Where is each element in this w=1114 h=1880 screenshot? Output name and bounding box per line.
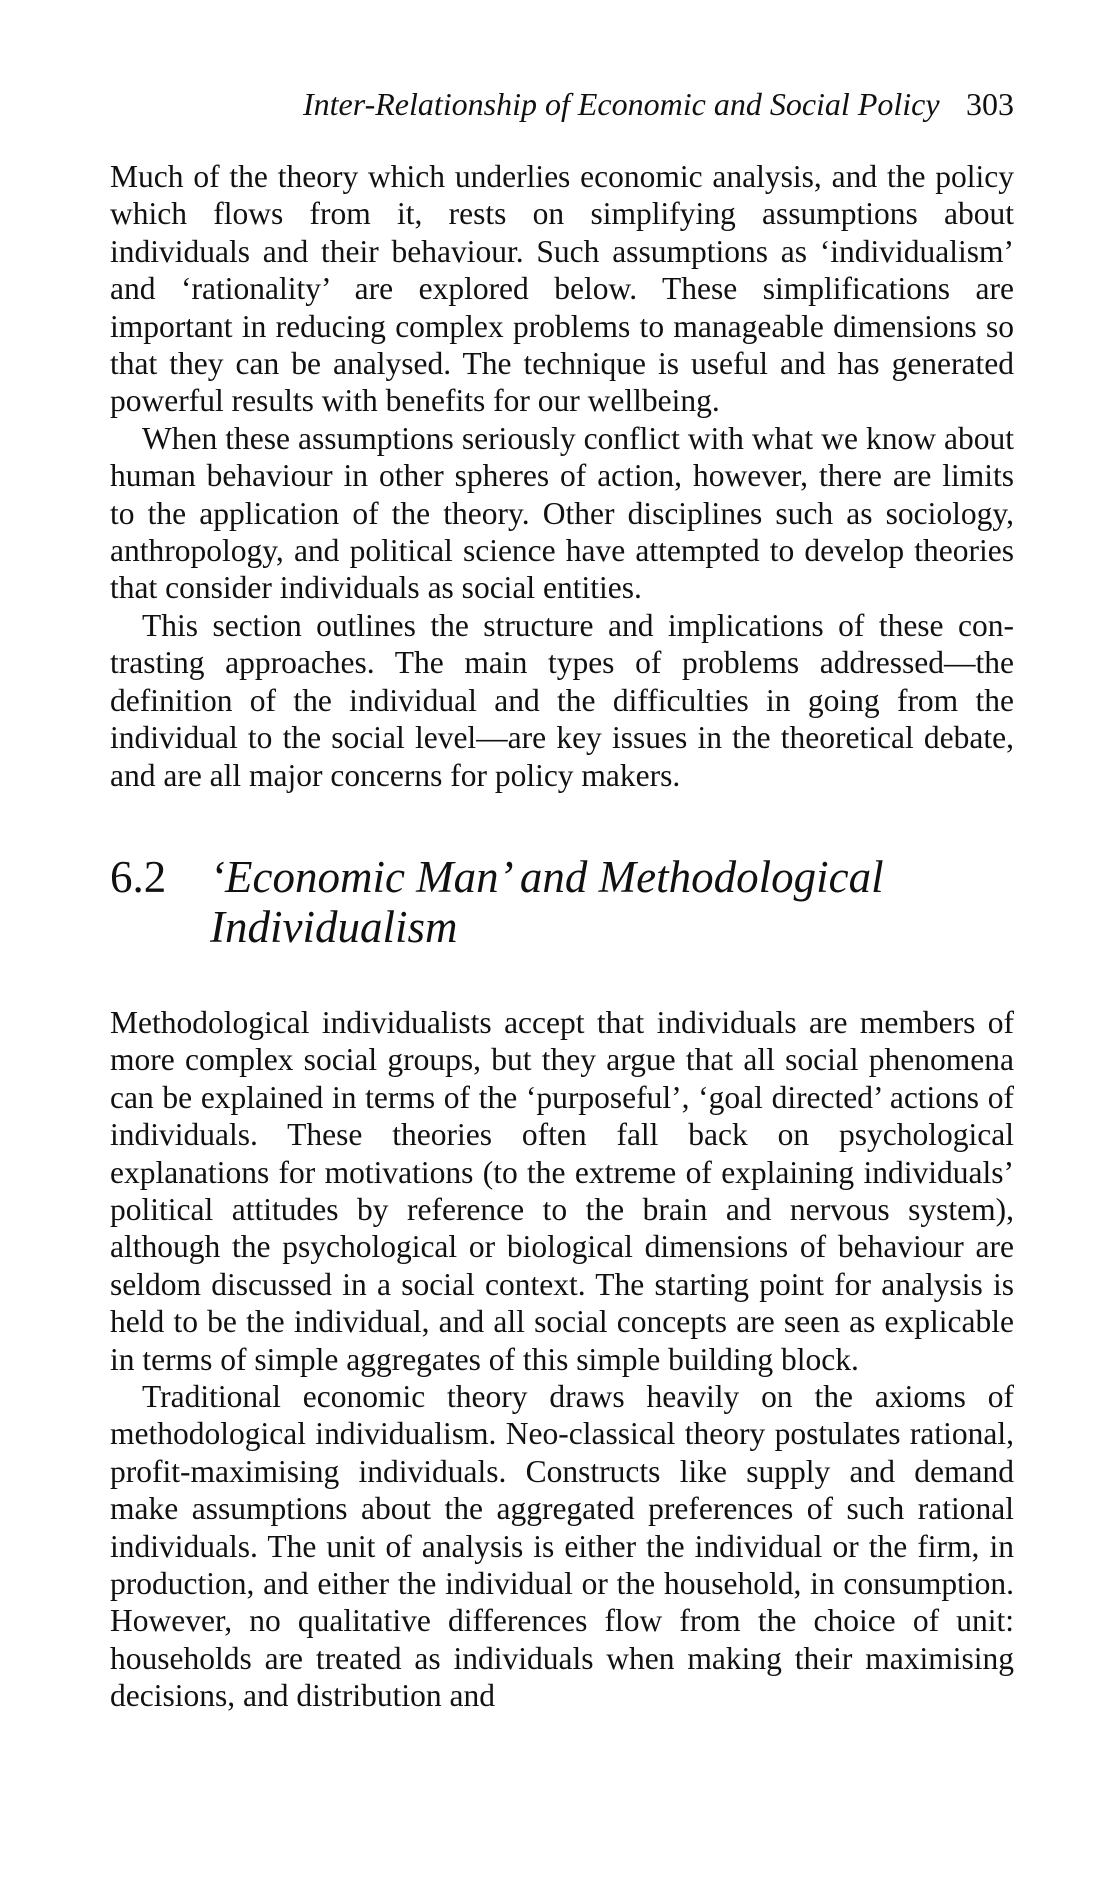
paragraph-2: When these assumptions seriously conflict with what we know about human behaviour in other spheres of action, however, there are limits to the application of the theory. Other disciplines such as sociology, anthropology, and political science have attempted to develop theories that consider individuals as social entities. bbox=[110, 420, 1014, 606]
running-title: Inter-Relationship of Economic and Social Policy bbox=[303, 86, 940, 122]
book-page bbox=[110, 86, 1014, 1715]
section-heading bbox=[110, 852, 1014, 952]
page-number: 303 bbox=[966, 86, 1014, 122]
paragraph-5: Traditional economic theory draws heavily on the axioms of methodological individualism. Neo-classical theory postulates rational, profit-maximising individuals. Constructs like supply and demand make assumptions about the aggregated preferences of such rational individuals. The unit of analysis is either the individual or the firm, in production, and either the individual or the household, in consumption. However, no qualitative differences flow from the choice of unit: households are treated as individuals when making their maximising decisions, and distribution and bbox=[110, 1378, 1014, 1714]
running-head bbox=[110, 86, 1014, 130]
paragraph-3: This section outlines the structure and implications of these contrasting approaches. The main types of problems addressed—the definition of the individual and the difficulties in going from the individual to the social level—are key issues in the theoretical debate, and are all major concerns for policy makers. bbox=[110, 607, 1014, 793]
paragraph-1: Much of the theory which underlies economic analysis, and the policy which flows from it, rests on simplifying assumptions about individuals and their behaviour. Such assumptions as ‘individualism’ and ‘rationality’ are explored below. These simplifications are important in reducing complex problems to manageable dimensions so that they can be analysed. The technique is useful and has generated powerful results with benefits for our wellbeing. bbox=[110, 159, 1014, 419]
section-number: 6.2 bbox=[110, 851, 167, 902]
section-title: ‘Economic Man’ and Methodological Individualism bbox=[210, 851, 884, 952]
paragraph-4: Methodological individualists accept that individuals are members of more complex social groups, but they argue that all social phenomena can be explained in terms of the ‘purposeful’, ‘goal directed’ actions of individuals. These theories often fall back on psychological explanations for motivations (to the extreme of explaining individuals’ political attitudes by reference to the brain and nervous system), although the psychological or biological dimensions of behaviour are seldom discussed in a social context. The starting point for analysis is held to be the individual, and all social concepts are seen as explicable in terms of simple aggregates of this simple building block. bbox=[110, 1004, 1014, 1377]
